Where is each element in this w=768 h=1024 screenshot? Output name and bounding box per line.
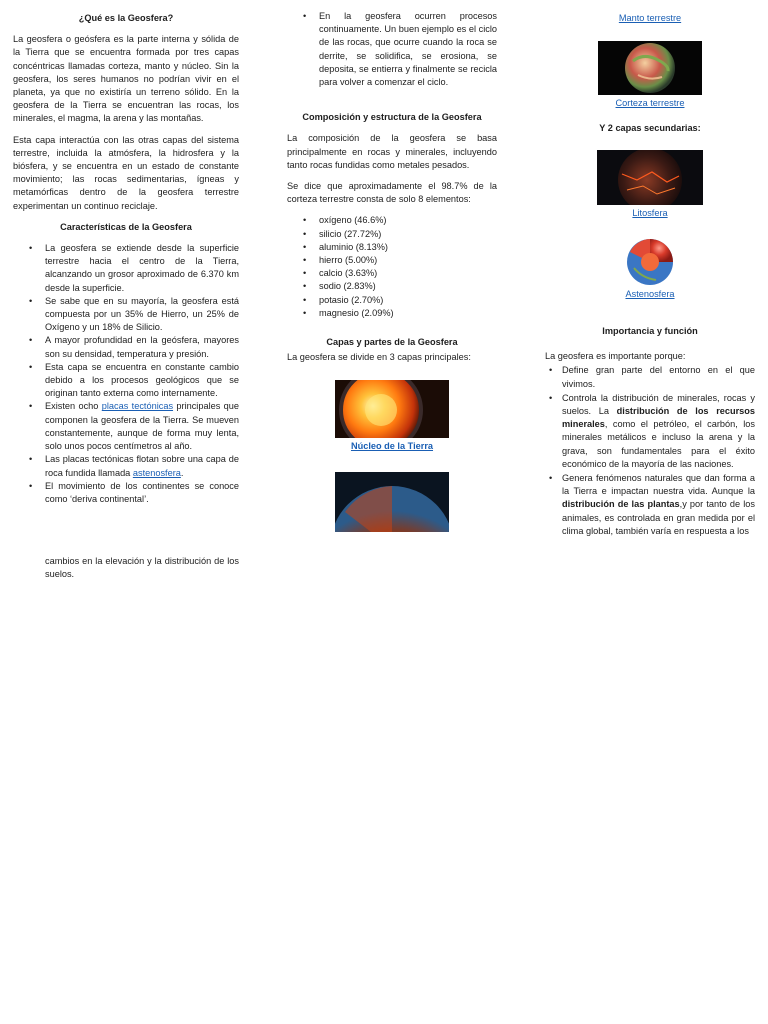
layers-intro: La geosfera se divide en 3 capas principales:	[287, 352, 471, 363]
caption-manto[interactable]: Manto terrestre	[618, 13, 682, 23]
caption-astenosfera[interactable]: Astenosfera	[625, 288, 675, 299]
importance-item: • Define gran parte del entorno en el que vivimos.	[562, 364, 755, 390]
link-astenosfera[interactable]: astenosfera	[132, 467, 181, 478]
element-item: • aluminio (8.13%)	[319, 241, 497, 254]
process-list	[287, 10, 497, 89]
heading-caracteristicas: Características de la Geosfera	[60, 221, 192, 232]
link-placas-tectonicas[interactable]: placas tectónicas	[101, 401, 174, 412]
nucleo-image	[335, 380, 449, 438]
column-middle	[287, 10, 497, 532]
element-item: • sodio (2.83%)	[319, 280, 497, 293]
caption-litosfera[interactable]: Litosfera	[632, 207, 668, 218]
manto-layers-image	[335, 472, 449, 532]
feature-item: • El movimiento de los continentes se conoce como ‘deriva continental’.	[45, 480, 239, 506]
element-item: • silicio (27.72%)	[319, 228, 497, 241]
element-item: • magnesio (2.09%)	[319, 307, 497, 320]
column-left	[13, 10, 239, 514]
feature-item	[45, 400, 239, 453]
feature-item: • Se sabe que en su mayoría, la geosfera está compuesta por un 35% de Hierro, un 25% de Oxígeno y un 18% de Silicio.	[45, 295, 239, 335]
heading-que-es-geosfera: ¿Qué es la Geosfera?	[78, 13, 174, 23]
feature-item: • La geosfera se extiende desde la superficie terrestre hacia el centro de la Tierra, alcanzando un grosor aproximado de 6.370 km desde la superficie.	[45, 242, 239, 295]
feature-item: • Esta capa se encuentra en constante cambio debido a los procesos geológicos que se originan tanto externa como internamente.	[45, 361, 239, 401]
elements-list	[287, 214, 497, 320]
importance-text: Controla la distribución de minerales, rocas y suelos. La	[562, 392, 755, 417]
astenosfera-image	[626, 238, 674, 286]
feature-text: Existen ocho	[45, 401, 102, 412]
heading-capas: Capas y partes de la Geosfera	[326, 337, 458, 348]
corteza-image	[598, 41, 702, 95]
importance-text: Genera fenómenos naturales que dan forma a la Tierra e impactan nuestra vida. Aunque la	[562, 473, 755, 497]
continuation-text: cambios en la elevación y la distribución de los suelos.	[45, 556, 239, 580]
heading-importancia: Importancia y función	[602, 326, 698, 337]
litosfera-image	[597, 150, 703, 205]
composition-paragraph-2: Se dice que aproximadamente el 98.7% de la corteza terrestre consta de solo 8 elementos:	[287, 181, 497, 205]
feature-text: .	[180, 467, 184, 478]
importance-bold: distribución de los recursos minerales	[562, 406, 756, 430]
features-list	[13, 242, 239, 506]
importance-text: , como el petróleo, el carbón, los minerales metálicos e incluso la arena y la grava, son fundamentales para el éxito económico de la mayoría de las naciones.	[562, 419, 755, 469]
heading-capas-secundarias: Y 2 capas secundarias:	[599, 123, 701, 134]
caption-nucleo[interactable]: Núcleo de la Tierra	[350, 441, 434, 452]
importance-list	[545, 364, 755, 538]
importance-text: ,y por tanto de los animales, es controlada en gran medida por el clima global, también varía en respuesta a los	[562, 499, 755, 536]
heading-composicion: Composición y estructura de la Geosfera	[302, 112, 482, 123]
importance-bold: distribución de las plantas	[562, 499, 680, 510]
element-item: • calcio (3.63%)	[319, 267, 497, 280]
intro-paragraph-2: Esta capa interactúa con las otras capas del sistema terrestre, incluida la atmósfera, la hidrosfera y la biósfera, y se encuentra en un estado de constante movimiento; las rocas sedimentarias, ígneas y metamórficas dentro de la geosfera terrestre experimentan un continuo reciclaje.	[13, 134, 239, 211]
element-item: • potasio (2.70%)	[319, 294, 497, 307]
importance-item	[562, 472, 755, 538]
element-item: • hierro (5.00%)	[319, 254, 497, 267]
feature-item	[45, 453, 239, 479]
caption-corteza[interactable]: Corteza terrestre	[615, 98, 685, 109]
feature-item: • A mayor profundidad en la geósfera, mayores son su densidad, temperatura y presión.	[45, 334, 239, 360]
importance-intro: La geosfera es importante porque:	[545, 351, 686, 362]
feature-text: Las placas tectónicas flotan sobre una capa de roca fundida llamada	[45, 454, 239, 478]
importance-item	[562, 392, 755, 471]
intro-paragraph-1: La geosfera o geósfera es la parte interna y sólida de la Tierra que se encuentra formada por tres capas concéntricas llamadas corteza, manto y núcleo. Sin la geosfera, los seres humanos no podrían vivir en el planeta, ya que no existiría un terreno sólido. En la geosfera de la Tierra se encuentran las rocas, los minerales, el magma, la arena y las montañas.	[13, 34, 239, 124]
composition-paragraph-1: La composición de la geosfera se basa principalmente en rocas y minerales, incluyendo tanto rocas fundidas como metales pesados.	[287, 133, 497, 170]
element-item: • oxígeno (46.6%)	[319, 214, 497, 227]
column-right	[545, 10, 755, 546]
process-item: • En la geosfera ocurren procesos continuamente. Un buen ejemplo es el ciclo de las rocas, que ocurre cuando la roca se derrite, se solidifica, se erosiona, se deposita, se entierra y finalmente se recicla para volver a comenzar el ciclo.	[319, 10, 497, 89]
feature-text: principales que componen la geosfera de la Tierra. Se mueven constantemente, aunque de forma muy lenta, solo unos pocos centímetros al año.	[45, 401, 239, 452]
